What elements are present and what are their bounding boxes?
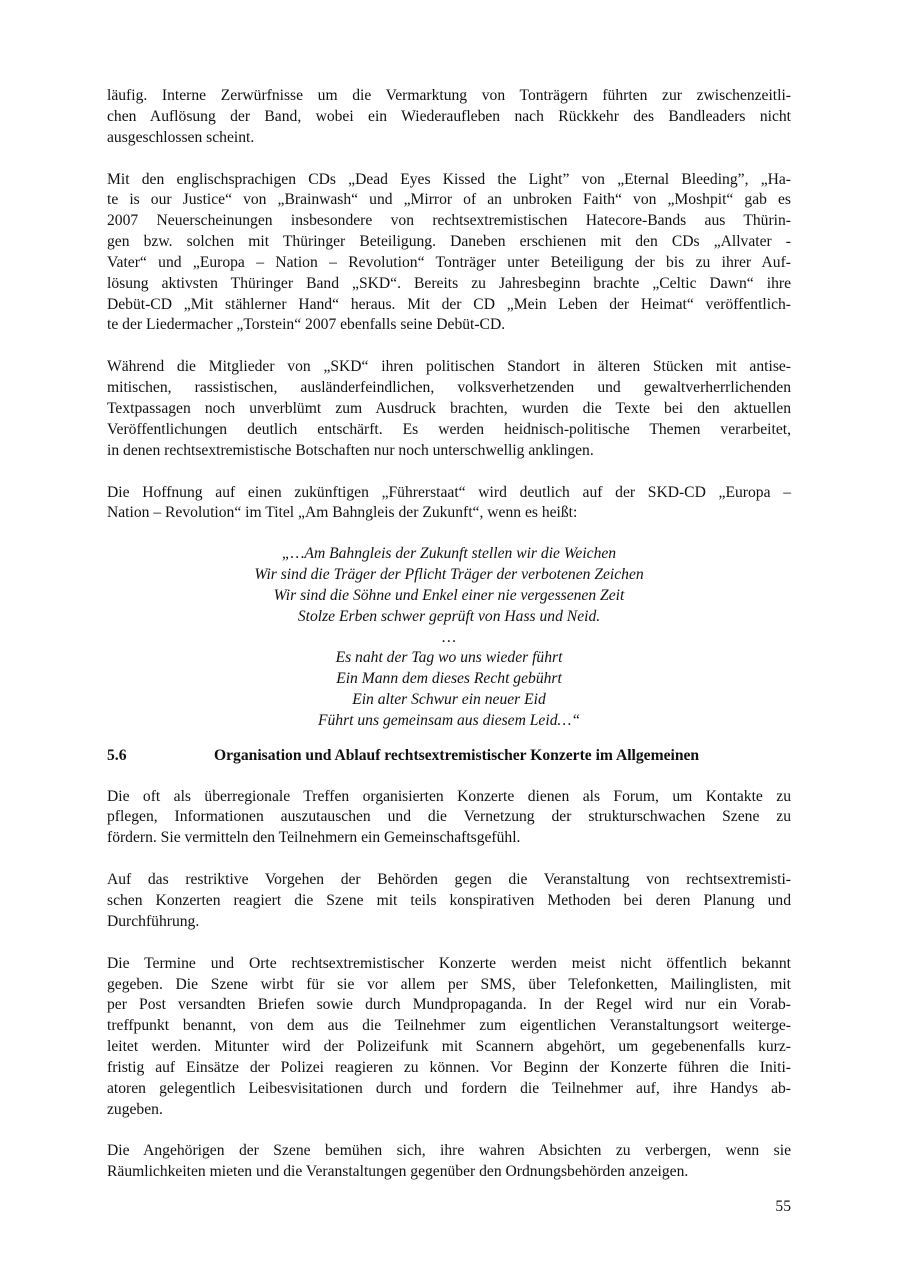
text-line: Vater“ und „Europa – Nation – Revolution“ Tonträger unter Beteiligung der bis zu ihrer Auf- (107, 253, 791, 271)
text-line: 2007 Neuerscheinungen insbesondere von rechtsextremistischen Hatecore-Bands aus Thürin- (107, 212, 791, 230)
text-line: gen bzw. solchen mit Thüringer Beteiligung. Daneben erschienen mit den CDs „Allvater - (107, 233, 791, 251)
text-line: Die Termine und Orte rechtsextremistischer Konzerte werden meist nicht öffentlich bekannt (107, 954, 791, 972)
section-number: 5.6 (107, 746, 127, 764)
lyrics-ellipsis: … (442, 628, 456, 646)
text-line: mitischen, rassistischen, ausländerfeindlichen, volksverhetzenden und gewaltverherrlichenden (107, 379, 791, 397)
text-line: treffpunkt benannt, von dem aus die Teilnehmer zum eigentlichen Veranstaltungsort weiterge- (107, 1017, 791, 1035)
text-line: Mit den englischsprachigen CDs „Dead Eyes Kissed the Light” von „Eternal Bleeding”, „Ha- (107, 170, 791, 188)
lyrics-line: „…Am Bahngleis der Zukunft stellen wir die Weichen (281, 545, 617, 563)
text-line: Durchführung. (107, 912, 200, 930)
text-line: te is our Justice“ von „Brainwash“ und „Mirror of an unbroken Faith“ von „Moshpit“ gab es (107, 191, 791, 209)
text-line: atoren gelegentlich Leibesvisitationen durch und fordern die Teilnehmer auf, ihre Handys ab- (107, 1079, 791, 1097)
text-line: gegeben. Die Szene wirbt für sie vor allem per SMS, über Telefonketten, Mailinglisten, mit (107, 975, 791, 993)
paragraph-new-releases (107, 170, 791, 337)
text-line: per Post versandten Briefen sowie durch Mundpropaganda. In der Regel wird nur ein Vorab- (107, 996, 791, 1014)
lyrics-line: Stolze Erben schwer geprüft von Hass und Neid. (297, 607, 601, 625)
text-line: Nation – Revolution“ im Titel „Am Bahngleis der Zukunft“, wenn es heißt: (107, 504, 578, 522)
page-number: 55 (775, 1198, 791, 1215)
text-line: Auf das restriktive Vorgehen der Behörden gegen die Veranstaltung von rechtsextremisti- (107, 871, 791, 889)
text-line: pflegen, Informationen auszutauschen und die Vernetzung der strukturschwachen Szene zu (107, 808, 791, 826)
paragraph-concert-forum (107, 787, 791, 850)
paragraph-hidden-intentions (107, 1141, 791, 1183)
text-line: Veröffentlichungen deutlich entschärft. Es werden heidnisch-politische Themen verarbeitet, (107, 420, 791, 438)
text-line: in denen rechtsextremistische Botschaften nur noch unterschwellig anklingen. (107, 441, 594, 459)
text-line: Räumlichkeiten mieten und die Veranstaltungen gegenüber den Ordnungsbehörden anzeigen. (107, 1163, 689, 1181)
lyrics-line: Ein Mann dem dieses Recht gebührt (336, 670, 562, 688)
text-line: läufig. Interne Zerwürfnisse um die Vermarktung von Tonträgern führten zur zwischenzeitli- (107, 87, 791, 104)
paragraph-fuehrerstaat (107, 483, 791, 525)
text-line: zugeben. (107, 1100, 163, 1118)
lyrics-line: Wir sind die Träger der Pflicht Träger der verbotenen Zeichen (254, 566, 644, 584)
section-title: Organisation und Ablauf rechtsextremistischer Konzerte im Allgemeinen (214, 746, 700, 764)
text-line: chen Auflösung der Band, wobei ein Wiederaufleben nach Rückkehr des Bandleaders nicht (107, 107, 791, 125)
text-line: Die oft als überregionale Treffen organisierten Konzerte dienen als Forum, um Kontakte zu (107, 787, 791, 805)
text-line: Textpassagen noch unverblümt zum Ausdruck brachten, wurden die Texte bei den aktuellen (107, 399, 791, 417)
text-line: fördern. Sie vermitteln den Teilnehmern ein Gemeinschaftsgefühl. (107, 829, 521, 847)
text-line: ausgeschlossen scheint. (107, 128, 255, 146)
text-line: schen Konzerten reagiert die Szene mit teils konspirativen Methoden bei deren Planung und (107, 892, 791, 909)
paragraph-skd-lyrics (107, 357, 791, 461)
lyrics-quote (107, 544, 791, 732)
paragraph-conspiratorial-methods (107, 870, 791, 933)
text-line: Die Hoffnung auf einen zukünftigen „Führerstaat“ wird deutlich auf der SKD-CD „Europa – (107, 483, 791, 501)
text-line: Während die Mitglieder von „SKD“ ihren politischen Standort in älteren Stücken mit antise- (107, 358, 791, 376)
section-heading (107, 746, 791, 767)
text-line: lösung aktivsten Thüringer Band „SKD“. Bereits zu Jahresbeginn brachte „Celtic Dawn“ ihre (107, 274, 791, 292)
lyrics-line: Es naht der Tag wo uns wieder führt (335, 649, 563, 667)
paragraph-band-dissolution (107, 86, 791, 149)
lyrics-line: Ein alter Schwur ein neuer Eid (352, 691, 546, 709)
text-line: Debüt-CD „Mit stählerner Hand“ heraus. Mit der CD „Mein Leben der Heimat“ veröffentlich- (107, 295, 791, 313)
document-page (107, 86, 791, 1204)
lyrics-line: Führt uns gemeinsam aus diesem Leid…“ (317, 711, 581, 729)
lyrics-line: Wir sind die Söhne und Enkel einer nie vergessenen Zeit (273, 586, 625, 604)
paragraph-dates-locations (107, 954, 791, 1121)
text-line: te der Liedermacher „Torstein“ 2007 ebenfalls seine Debüt-CD. (107, 316, 506, 334)
text-line: fristig auf Einsätze der Polizei reagieren zu können. Vor Beginn der Konzerte führen die Initi- (107, 1058, 791, 1076)
text-line: Die Angehörigen der Szene bemühen sich, ihre wahren Absichten zu verbergen, wenn sie (107, 1142, 791, 1160)
text-line: leitet werden. Mitunter wird der Polizeifunk mit Scannern abgehört, um gegebenenfalls kurz- (107, 1038, 791, 1056)
